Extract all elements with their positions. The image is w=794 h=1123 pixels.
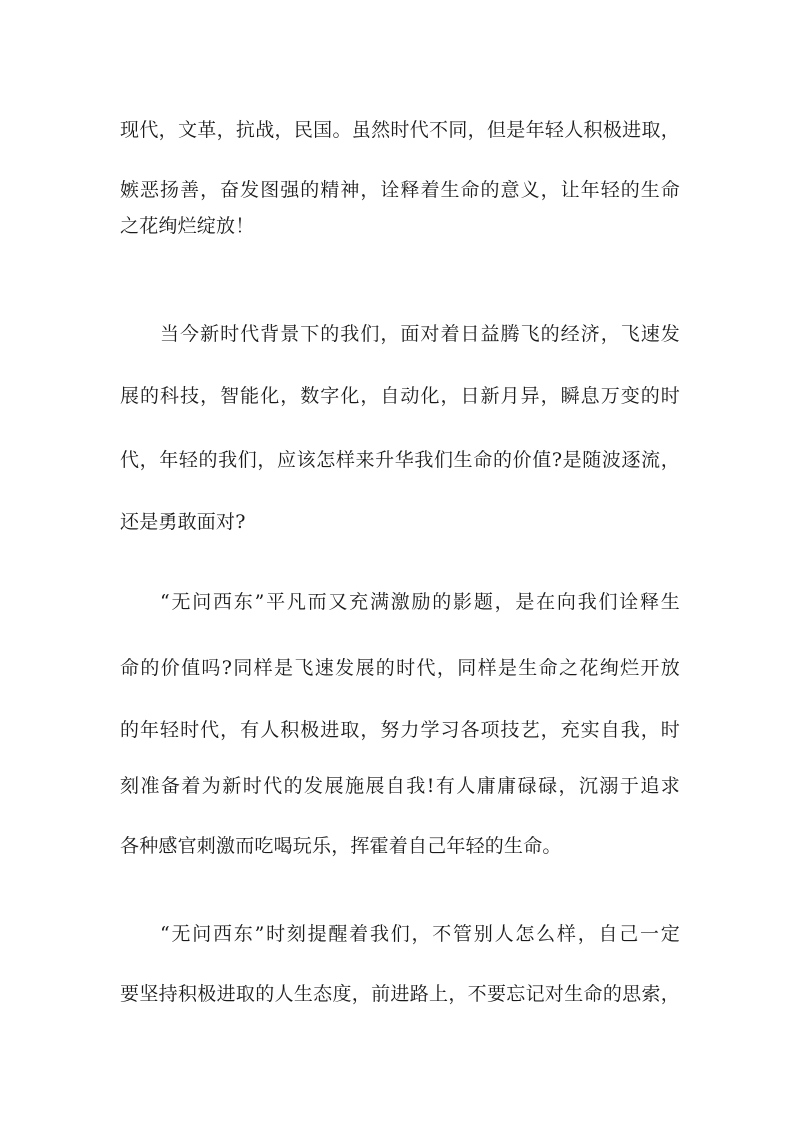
paragraph-3-line-1: “无问西东”平凡而又充满激励的影题，是在向我们诠释生 [160, 591, 680, 613]
paragraph-1-line-3: 之花绚烂绽放！ [120, 215, 255, 237]
paragraph-2-line-4: 还是勇敢面对? [120, 511, 246, 533]
paragraph-3-line-3: 的年轻时代，有人积极进取，努力学习各项技艺，充实自我，时 [120, 719, 680, 741]
paragraph-3-line-2: 命的价值吗?同样是飞速发展的时代，同样是生命之花绚烂开放 [120, 657, 680, 679]
paragraph-1-line-1: 现代，文革，抗战，民国。虽然时代不同，但是年轻人积极进取， [120, 119, 680, 141]
paragraph-3-line-5: 各种感官刺激而吃喝玩乐，挥霍着自己年轻的生命。 [120, 835, 562, 857]
paragraph-4-line-2: 要坚持积极进取的人生态度，前进路上，不要忘记对生命的思索， [120, 983, 680, 1005]
paragraph-3-line-4: 刻准备着为新时代的发展施展自我!有人庸庸碌碌，沉溺于追求 [120, 775, 680, 797]
paragraph-4-line-1: “无问西东”时刻提醒着我们，不管别人怎么样，自己一定 [160, 923, 680, 945]
paragraph-2-line-1: 当今新时代背景下的我们，面对着日益腾飞的经济，飞速发 [160, 323, 680, 345]
paragraph-2-line-2: 展的科技，智能化，数字化，自动化，日新月异，瞬息万变的时 [120, 385, 680, 407]
paragraph-2-line-3: 代，年轻的我们，应该怎样来升华我们生命的价值?是随波逐流， [120, 449, 680, 471]
paragraph-1-line-2: 嫉恶扬善，奋发图强的精神，诠释着生命的意义，让年轻的生命 [120, 179, 680, 201]
